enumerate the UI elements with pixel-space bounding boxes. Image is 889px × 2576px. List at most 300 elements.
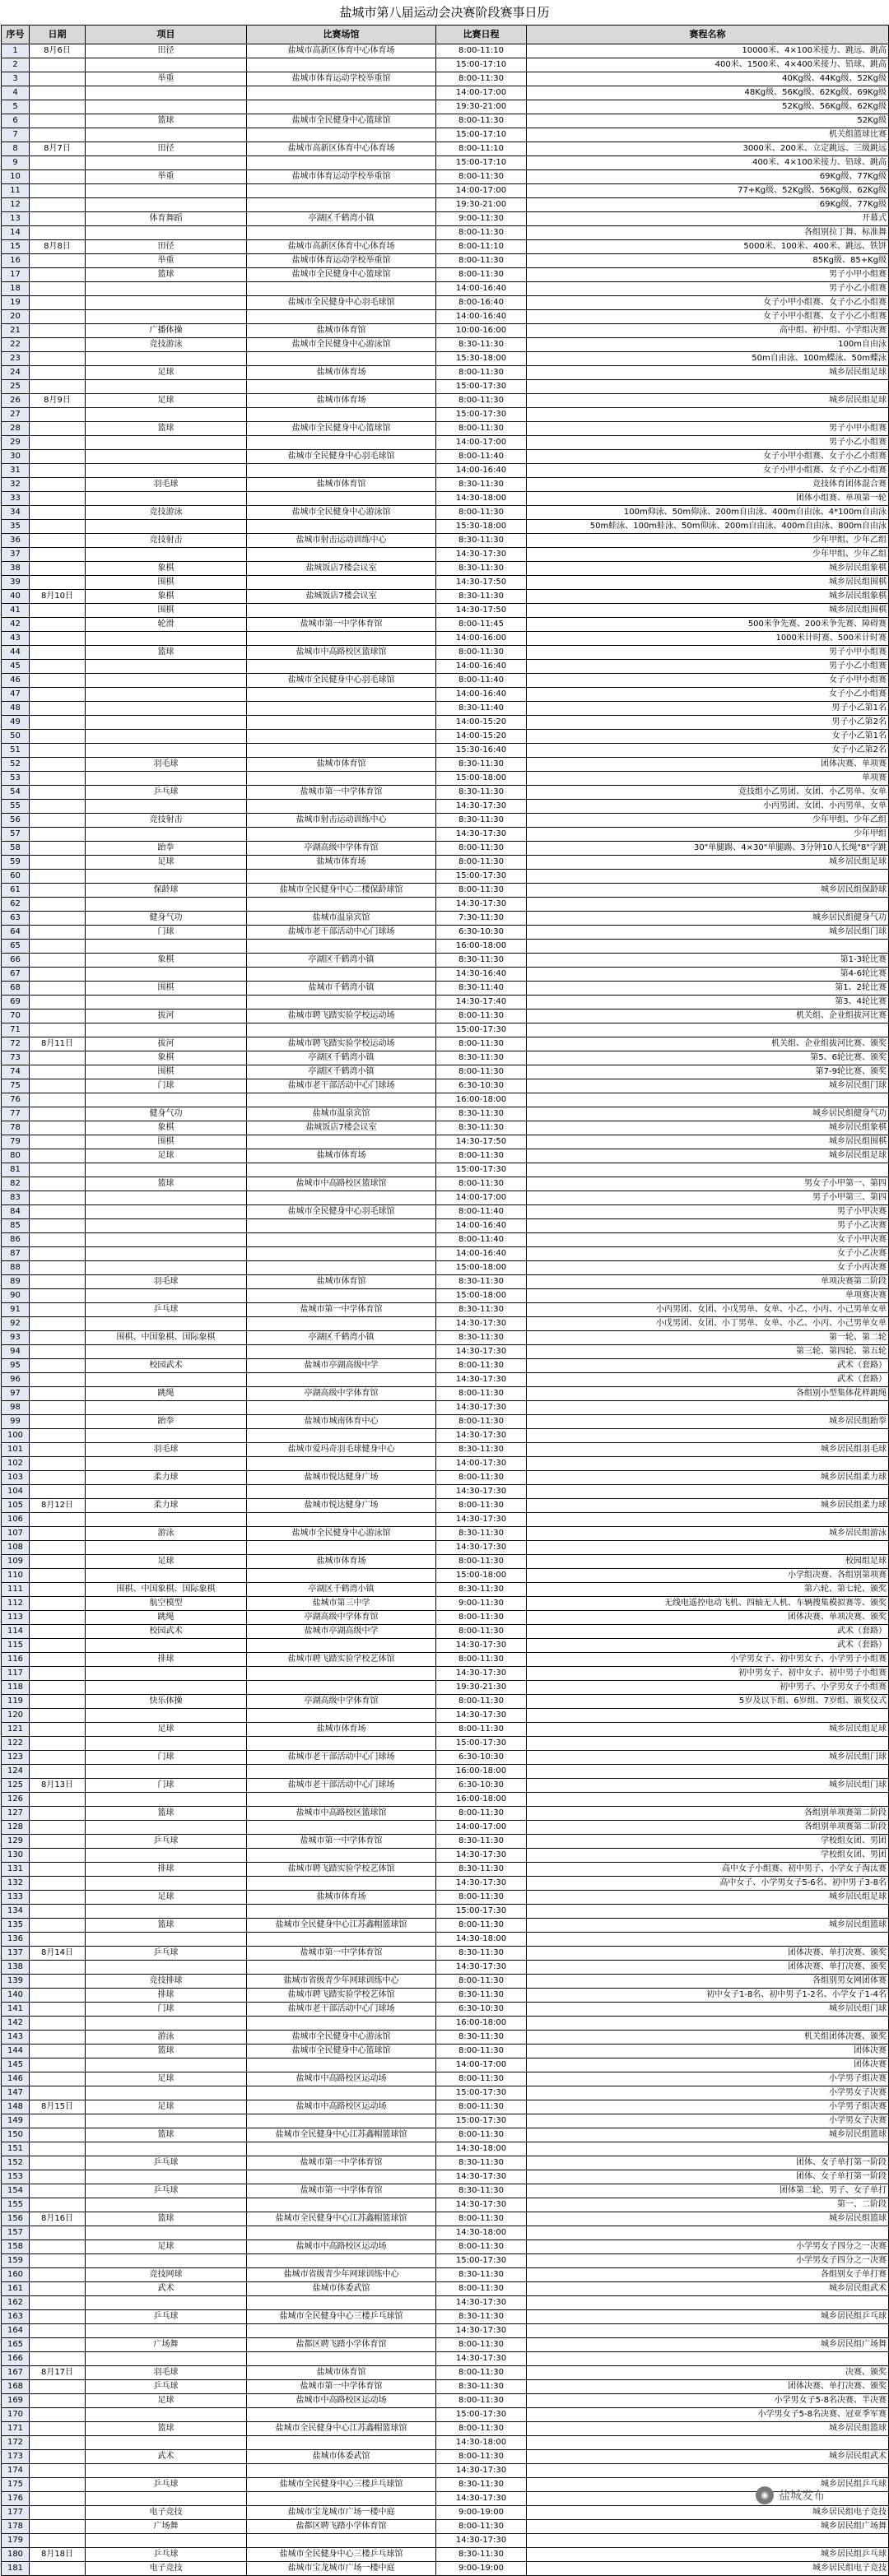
- table-row: [2, 58, 889, 72]
- table-row: [2, 1891, 889, 1905]
- row-program: 城乡居民组健身气功: [527, 912, 889, 926]
- row-program: 女子小甲小组赛、女子小乙小组赛: [527, 310, 889, 324]
- table-row: [2, 1933, 889, 1947]
- row-date: [30, 184, 86, 198]
- row-venue: 盐城市中高路校区运动场: [247, 2072, 436, 2086]
- row-program: 400米、4×100米接力、铅球、跳高: [527, 156, 889, 170]
- row-event: 羽毛球: [86, 478, 247, 492]
- table-row: [2, 702, 889, 716]
- row-venue: 盐城市全民健身中心江苏鑫帽篮球馆: [247, 2212, 436, 2226]
- table-row: [2, 1723, 889, 1737]
- table-row: [2, 1569, 889, 1583]
- table-row: [2, 534, 889, 548]
- row-date: [30, 2031, 86, 2045]
- row-venue: [247, 898, 436, 912]
- row-venue: 盐城市温泉宾馆: [247, 912, 436, 926]
- row-date: [30, 1611, 86, 1625]
- row-program: 团体决赛、单打决赛、颁奖: [527, 2380, 889, 2394]
- row-index: 93: [2, 1331, 30, 1345]
- row-program: 团体决赛: [527, 2045, 889, 2058]
- row-program: 机关组篮球比赛: [527, 128, 889, 142]
- row-venue: [247, 2408, 436, 2422]
- row-time: 15:00-17:30: [436, 1737, 527, 1751]
- row-index: 47: [2, 688, 30, 702]
- row-date: [30, 156, 86, 170]
- row-venue: [247, 1485, 436, 1499]
- row-index: 152: [2, 2156, 30, 2170]
- row-venue: [247, 282, 436, 296]
- row-venue: 盐城市中高路校区运动场: [247, 2394, 436, 2408]
- row-date: 8月14日: [30, 1947, 86, 1961]
- row-date: [30, 520, 86, 534]
- row-event: 围棋: [86, 576, 247, 590]
- row-program: 第一、二阶段: [527, 2198, 889, 2212]
- row-program: 男子小乙小组赛: [527, 436, 889, 450]
- row-program: 小学男女子5-8名决赛、半决赛: [527, 2394, 889, 2408]
- row-index: 70: [2, 1010, 30, 1023]
- row-event: [86, 198, 247, 212]
- row-event: 足球: [86, 1723, 247, 1737]
- row-time: 8:00-11:30: [436, 2212, 527, 2226]
- row-event: 围棋: [86, 1135, 247, 1149]
- row-venue: [247, 716, 436, 730]
- table-row: [2, 772, 889, 786]
- row-date: [30, 2562, 86, 2576]
- row-event: 体育舞蹈: [86, 212, 247, 226]
- row-index: 132: [2, 1877, 30, 1891]
- row-event: 乒乓球: [86, 2380, 247, 2394]
- table-row: [2, 1289, 889, 1303]
- row-date: [30, 1765, 86, 1779]
- row-time: 14:30-17:50: [436, 1135, 527, 1149]
- row-date: [30, 1317, 86, 1331]
- row-time: 15:00-17:30: [436, 870, 527, 884]
- table-row: [2, 562, 889, 576]
- row-program: 女子小甲小组赛、女子小乙小组赛: [527, 450, 889, 464]
- row-event: 排球: [86, 1989, 247, 2003]
- row-date: [30, 2086, 86, 2100]
- row-program: 100m自由泳: [527, 338, 889, 352]
- row-program: 单项赛: [527, 772, 889, 786]
- row-program: 各组别拉丁舞、标准舞: [527, 226, 889, 240]
- row-program: 3000米、200米、立定跳远、三级跳远: [527, 142, 889, 156]
- row-index: 2: [2, 58, 30, 72]
- row-program: 城乡居民组门球: [527, 1779, 889, 1793]
- row-time: 8:30-11:30: [436, 1121, 527, 1135]
- row-event: [86, 450, 247, 464]
- row-time: 15:00-18:00: [436, 1569, 527, 1583]
- row-index: 94: [2, 1345, 30, 1359]
- row-venue: 盐城市悦达健身广场: [247, 1471, 436, 1485]
- table-row: [2, 2394, 889, 2408]
- row-index: 37: [2, 548, 30, 562]
- row-event: 乒乓球: [86, 2478, 247, 2492]
- table-row: [2, 1555, 889, 1569]
- schedule-body: [2, 44, 889, 2576]
- row-event: [86, 2086, 247, 2100]
- row-time: 6:30-10:30: [436, 1079, 527, 1093]
- row-date: [30, 576, 86, 590]
- row-index: 92: [2, 1317, 30, 1331]
- row-program: [527, 1485, 889, 1499]
- row-date: [30, 1457, 86, 1471]
- row-event: [86, 2492, 247, 2506]
- row-venue: [247, 1681, 436, 1695]
- table-row: [2, 1079, 889, 1093]
- row-time: 8:30-11:30: [436, 338, 527, 352]
- row-date: [30, 1877, 86, 1891]
- row-date: [30, 1919, 86, 1933]
- row-venue: [247, 1247, 436, 1261]
- row-index: 83: [2, 1191, 30, 1205]
- row-program: [527, 1541, 889, 1555]
- row-index: 58: [2, 842, 30, 856]
- row-index: 140: [2, 1989, 30, 2003]
- row-event: [86, 772, 247, 786]
- table-row: [2, 1583, 889, 1597]
- row-time: 14:00-16:00: [436, 632, 527, 646]
- row-date: [30, 58, 86, 72]
- row-program: 第1-3轮比赛: [527, 954, 889, 968]
- row-venue: 盐城市体育运动学校举重馆: [247, 72, 436, 86]
- row-event: 围棋: [86, 982, 247, 996]
- row-date: [30, 2478, 86, 2492]
- row-venue: 盐都区聘飞踏小学体育馆: [247, 2520, 436, 2534]
- row-event: 羽毛球: [86, 1275, 247, 1289]
- row-date: [30, 1121, 86, 1135]
- row-time: 8:00-11:45: [436, 618, 527, 632]
- row-program: 城乡居民组象棋: [527, 562, 889, 576]
- table-row: [2, 1037, 889, 1051]
- row-time: 14:30-17:30: [436, 1961, 527, 1975]
- row-event: [86, 2142, 247, 2156]
- row-venue: [247, 58, 436, 72]
- table-row: [2, 926, 889, 940]
- row-event: 象棋: [86, 590, 247, 604]
- row-venue: 盐城市全民健身中心篮球馆: [247, 268, 436, 282]
- row-date: [30, 604, 86, 618]
- table-row: [2, 1513, 889, 1527]
- row-venue: 盐城市聘飞踏实验学校运动场: [247, 1037, 436, 1051]
- table-row: [2, 590, 889, 604]
- row-index: 109: [2, 1555, 30, 1569]
- row-index: 17: [2, 268, 30, 282]
- row-date: [30, 254, 86, 268]
- row-index: 124: [2, 1765, 30, 1779]
- row-venue: 盐城市体育馆: [247, 324, 436, 338]
- row-time: 14:30-17:40: [436, 996, 527, 1010]
- row-date: [30, 1527, 86, 1541]
- row-program: [527, 2226, 889, 2240]
- row-index: 110: [2, 1569, 30, 1583]
- row-program: 城乡居民组广场舞: [527, 2520, 889, 2534]
- row-event: 拔河: [86, 1010, 247, 1023]
- table-row: [2, 870, 889, 884]
- row-index: 36: [2, 534, 30, 548]
- row-index: 174: [2, 2464, 30, 2478]
- row-index: 30: [2, 450, 30, 464]
- row-program: 69Kg级、77Kg级: [527, 198, 889, 212]
- row-venue: 盐城市全民健身中心游泳馆: [247, 506, 436, 520]
- table-row: [2, 744, 889, 758]
- row-date: [30, 1331, 86, 1345]
- row-program: 城乡居民组足球: [527, 394, 889, 408]
- row-time: 16:00-18:00: [436, 1793, 527, 1807]
- row-date: [30, 1079, 86, 1093]
- row-date: [30, 2114, 86, 2128]
- row-venue: [247, 2254, 436, 2268]
- row-program: 开幕式: [527, 212, 889, 226]
- row-time: 8:00-11:30: [436, 646, 527, 660]
- row-time: 8:00-11:10: [436, 142, 527, 156]
- row-event: [86, 1093, 247, 1107]
- row-venue: [247, 2352, 436, 2366]
- row-date: 8月8日: [30, 240, 86, 254]
- row-time: 8:00-11:30: [436, 422, 527, 436]
- row-event: 跳绳: [86, 1611, 247, 1625]
- row-program: 城乡居民组象棋: [527, 590, 889, 604]
- row-time: 15:30-18:00: [436, 520, 527, 534]
- row-index: 159: [2, 2254, 30, 2268]
- row-index: 164: [2, 2324, 30, 2338]
- row-program: 男子小甲决赛: [527, 1205, 889, 1219]
- row-venue: [247, 604, 436, 618]
- row-venue: 盐城市体育运动学校举重馆: [247, 170, 436, 184]
- row-venue: [247, 2464, 436, 2478]
- row-program: 男子小甲小组赛: [527, 268, 889, 282]
- row-venue: [247, 2534, 436, 2548]
- row-date: [30, 1471, 86, 1485]
- row-index: 163: [2, 2310, 30, 2324]
- table-row: [2, 2212, 889, 2226]
- row-program: 城乡居民组门球: [527, 926, 889, 940]
- row-event: [86, 968, 247, 982]
- table-row: [2, 786, 889, 800]
- row-event: [86, 2017, 247, 2031]
- row-venue: [247, 1765, 436, 1779]
- page-title: 盐城市第八届运动会决赛阶段赛事日历: [339, 5, 550, 20]
- table-row: [2, 1135, 889, 1149]
- row-venue: 盐城市全民健身中心篮球馆: [247, 2045, 436, 2058]
- row-program: [527, 1163, 889, 1177]
- table-row: [2, 310, 889, 324]
- row-program: 女子小乙小组赛: [527, 688, 889, 702]
- table-row: [2, 1961, 889, 1975]
- row-time: 14:30-17:30: [436, 1709, 527, 1723]
- table-row: [2, 338, 889, 352]
- row-program: 男子小甲小组赛: [527, 646, 889, 660]
- row-venue: 盐城市温泉宾馆: [247, 1107, 436, 1121]
- table-row: [2, 240, 889, 254]
- table-row: [2, 1989, 889, 2003]
- table-row: [2, 2422, 889, 2436]
- row-date: [30, 730, 86, 744]
- row-date: [30, 2520, 86, 2534]
- row-date: [30, 884, 86, 898]
- row-program: 城乡居民组象棋: [527, 1121, 889, 1135]
- row-date: [30, 1933, 86, 1947]
- row-program: [527, 1401, 889, 1415]
- row-time: 6:30-10:30: [436, 926, 527, 940]
- row-date: [30, 996, 86, 1010]
- row-program: 5000米、100米、400米、跳远、铁饼: [527, 240, 889, 254]
- row-time: 8:00-11:30: [436, 114, 527, 128]
- row-date: [30, 1989, 86, 2003]
- row-event: 乒乓球: [86, 786, 247, 800]
- table-row: [2, 212, 889, 226]
- row-index: 102: [2, 1457, 30, 1471]
- row-program: [527, 2464, 889, 2478]
- row-venue: 盐城饭店7楼会议室: [247, 562, 436, 576]
- row-event: 篮球: [86, 114, 247, 128]
- row-index: 127: [2, 1807, 30, 1821]
- row-venue: 盐城市中高路校区篮球馆: [247, 1177, 436, 1191]
- row-time: 6:30-10:30: [436, 2003, 527, 2017]
- row-program: [527, 1709, 889, 1723]
- row-venue: 盐城市中高路校区篮球馆: [247, 646, 436, 660]
- row-event: 乒乓球: [86, 2156, 247, 2170]
- row-index: 81: [2, 1163, 30, 1177]
- row-date: [30, 1709, 86, 1723]
- row-venue: 盐城市第一中学体育馆: [247, 1303, 436, 1317]
- row-program: [527, 1765, 889, 1779]
- row-time: 14:30-18:00: [436, 1933, 527, 1947]
- row-venue: [247, 2142, 436, 2156]
- row-venue: [247, 1233, 436, 1247]
- row-program: 城乡居民组乒乓球: [527, 2310, 889, 2324]
- row-event: 足球: [86, 1149, 247, 1163]
- table-row: [2, 2254, 889, 2268]
- table-row: [2, 2114, 889, 2128]
- table-row: [2, 1485, 889, 1499]
- row-event: 围棋、中国象棋、国际象棋: [86, 1583, 247, 1597]
- row-event: [86, 2254, 247, 2268]
- row-event: [86, 870, 247, 884]
- table-row: [2, 1639, 889, 1653]
- row-venue: [247, 2198, 436, 2212]
- row-index: 130: [2, 1849, 30, 1863]
- weibo-logo-icon: ◉: [756, 2486, 774, 2504]
- row-event: [86, 688, 247, 702]
- row-index: 106: [2, 1513, 30, 1527]
- row-event: 象棋: [86, 1051, 247, 1065]
- row-venue: [247, 1289, 436, 1303]
- row-program: 男女子小甲第一、第四: [527, 1177, 889, 1191]
- row-index: 107: [2, 1527, 30, 1541]
- row-event: [86, 2352, 247, 2366]
- row-event: 足球: [86, 2394, 247, 2408]
- row-event: 竞技射击: [86, 534, 247, 548]
- row-time: 16:00-18:00: [436, 1765, 527, 1779]
- table-row: [2, 1387, 889, 1401]
- row-venue: [247, 1345, 436, 1359]
- row-venue: [247, 730, 436, 744]
- row-index: 88: [2, 1261, 30, 1275]
- row-time: 15:30-16:40: [436, 744, 527, 758]
- row-date: [30, 2296, 86, 2310]
- row-event: 乒乓球: [86, 2184, 247, 2198]
- row-venue: 盐城市亭湖高级中学: [247, 1625, 436, 1639]
- row-date: [30, 128, 86, 142]
- row-venue: 盐城市体育运动学校举重馆: [247, 254, 436, 268]
- row-event: 校园武术: [86, 1359, 247, 1373]
- table-row: [2, 2156, 889, 2170]
- row-venue: 盐城市中高路校区运动场: [247, 2100, 436, 2114]
- table-row: [2, 1010, 889, 1023]
- row-venue: 盐都区聘飞踏小学体育馆: [247, 2338, 436, 2352]
- table-row: [2, 2017, 889, 2031]
- table-row: [2, 2282, 889, 2296]
- row-program: 100m仰泳、50m仰泳、200m自由泳、400m自由泳、4*100m自由泳: [527, 506, 889, 520]
- row-index: 95: [2, 1359, 30, 1373]
- row-venue: [247, 1513, 436, 1527]
- row-index: 148: [2, 2100, 30, 2114]
- row-program: 各组别单项赛第二阶段: [527, 1821, 889, 1835]
- row-venue: 盐城市第一中学体育馆: [247, 2380, 436, 2394]
- row-event: [86, 702, 247, 716]
- table-row: [2, 1709, 889, 1723]
- row-index: 108: [2, 1541, 30, 1555]
- row-date: [30, 898, 86, 912]
- row-venue: 盐城市省级青少年网球训练中心: [247, 1975, 436, 1989]
- row-program: 第3、4轮比赛: [527, 996, 889, 1010]
- row-date: [30, 2380, 86, 2394]
- row-time: 14:00-16:40: [436, 1219, 527, 1233]
- row-venue: 盐城市体育馆: [247, 758, 436, 772]
- row-date: [30, 1205, 86, 1219]
- row-date: [30, 1289, 86, 1303]
- row-venue: [247, 996, 436, 1010]
- table-row: [2, 688, 889, 702]
- row-program: 城乡居民组围棋: [527, 576, 889, 590]
- table-row: [2, 296, 889, 310]
- row-date: [30, 1135, 86, 1149]
- row-venue: 盐城饭店7楼会议室: [247, 1121, 436, 1135]
- row-index: 145: [2, 2058, 30, 2072]
- row-date: [30, 1891, 86, 1905]
- row-time: 8:30-11:30: [436, 2184, 527, 2198]
- row-date: [30, 1653, 86, 1667]
- row-index: 157: [2, 2226, 30, 2240]
- row-venue: [247, 198, 436, 212]
- row-time: 16:00-18:00: [436, 940, 527, 954]
- row-date: [30, 1261, 86, 1275]
- row-time: 8:00-11:30: [436, 170, 527, 184]
- row-time: 8:30-11:30: [436, 1835, 527, 1849]
- row-event: 竞技网球: [86, 2268, 247, 2282]
- table-row: [2, 2086, 889, 2100]
- table-row: [2, 2338, 889, 2352]
- row-program: 52Kg级: [527, 114, 889, 128]
- row-index: 133: [2, 1891, 30, 1905]
- table-row: [2, 2436, 889, 2450]
- table-row: [2, 1541, 889, 1555]
- table-row: [2, 1233, 889, 1247]
- row-date: 8月18日: [30, 2548, 86, 2562]
- row-index: 64: [2, 926, 30, 940]
- row-index: 125: [2, 1779, 30, 1793]
- row-time: 14:30-17:30: [436, 1541, 527, 1555]
- row-index: 156: [2, 2212, 30, 2226]
- row-index: 144: [2, 2045, 30, 2058]
- row-date: [30, 1359, 86, 1373]
- row-date: [30, 72, 86, 86]
- table-row: [2, 198, 889, 212]
- row-venue: 盐城市亭湖高级中学: [247, 1359, 436, 1373]
- table-row: [2, 1121, 889, 1135]
- row-time: 14:30-17:30: [436, 1639, 527, 1653]
- row-event: 电子竞技: [86, 2562, 247, 2576]
